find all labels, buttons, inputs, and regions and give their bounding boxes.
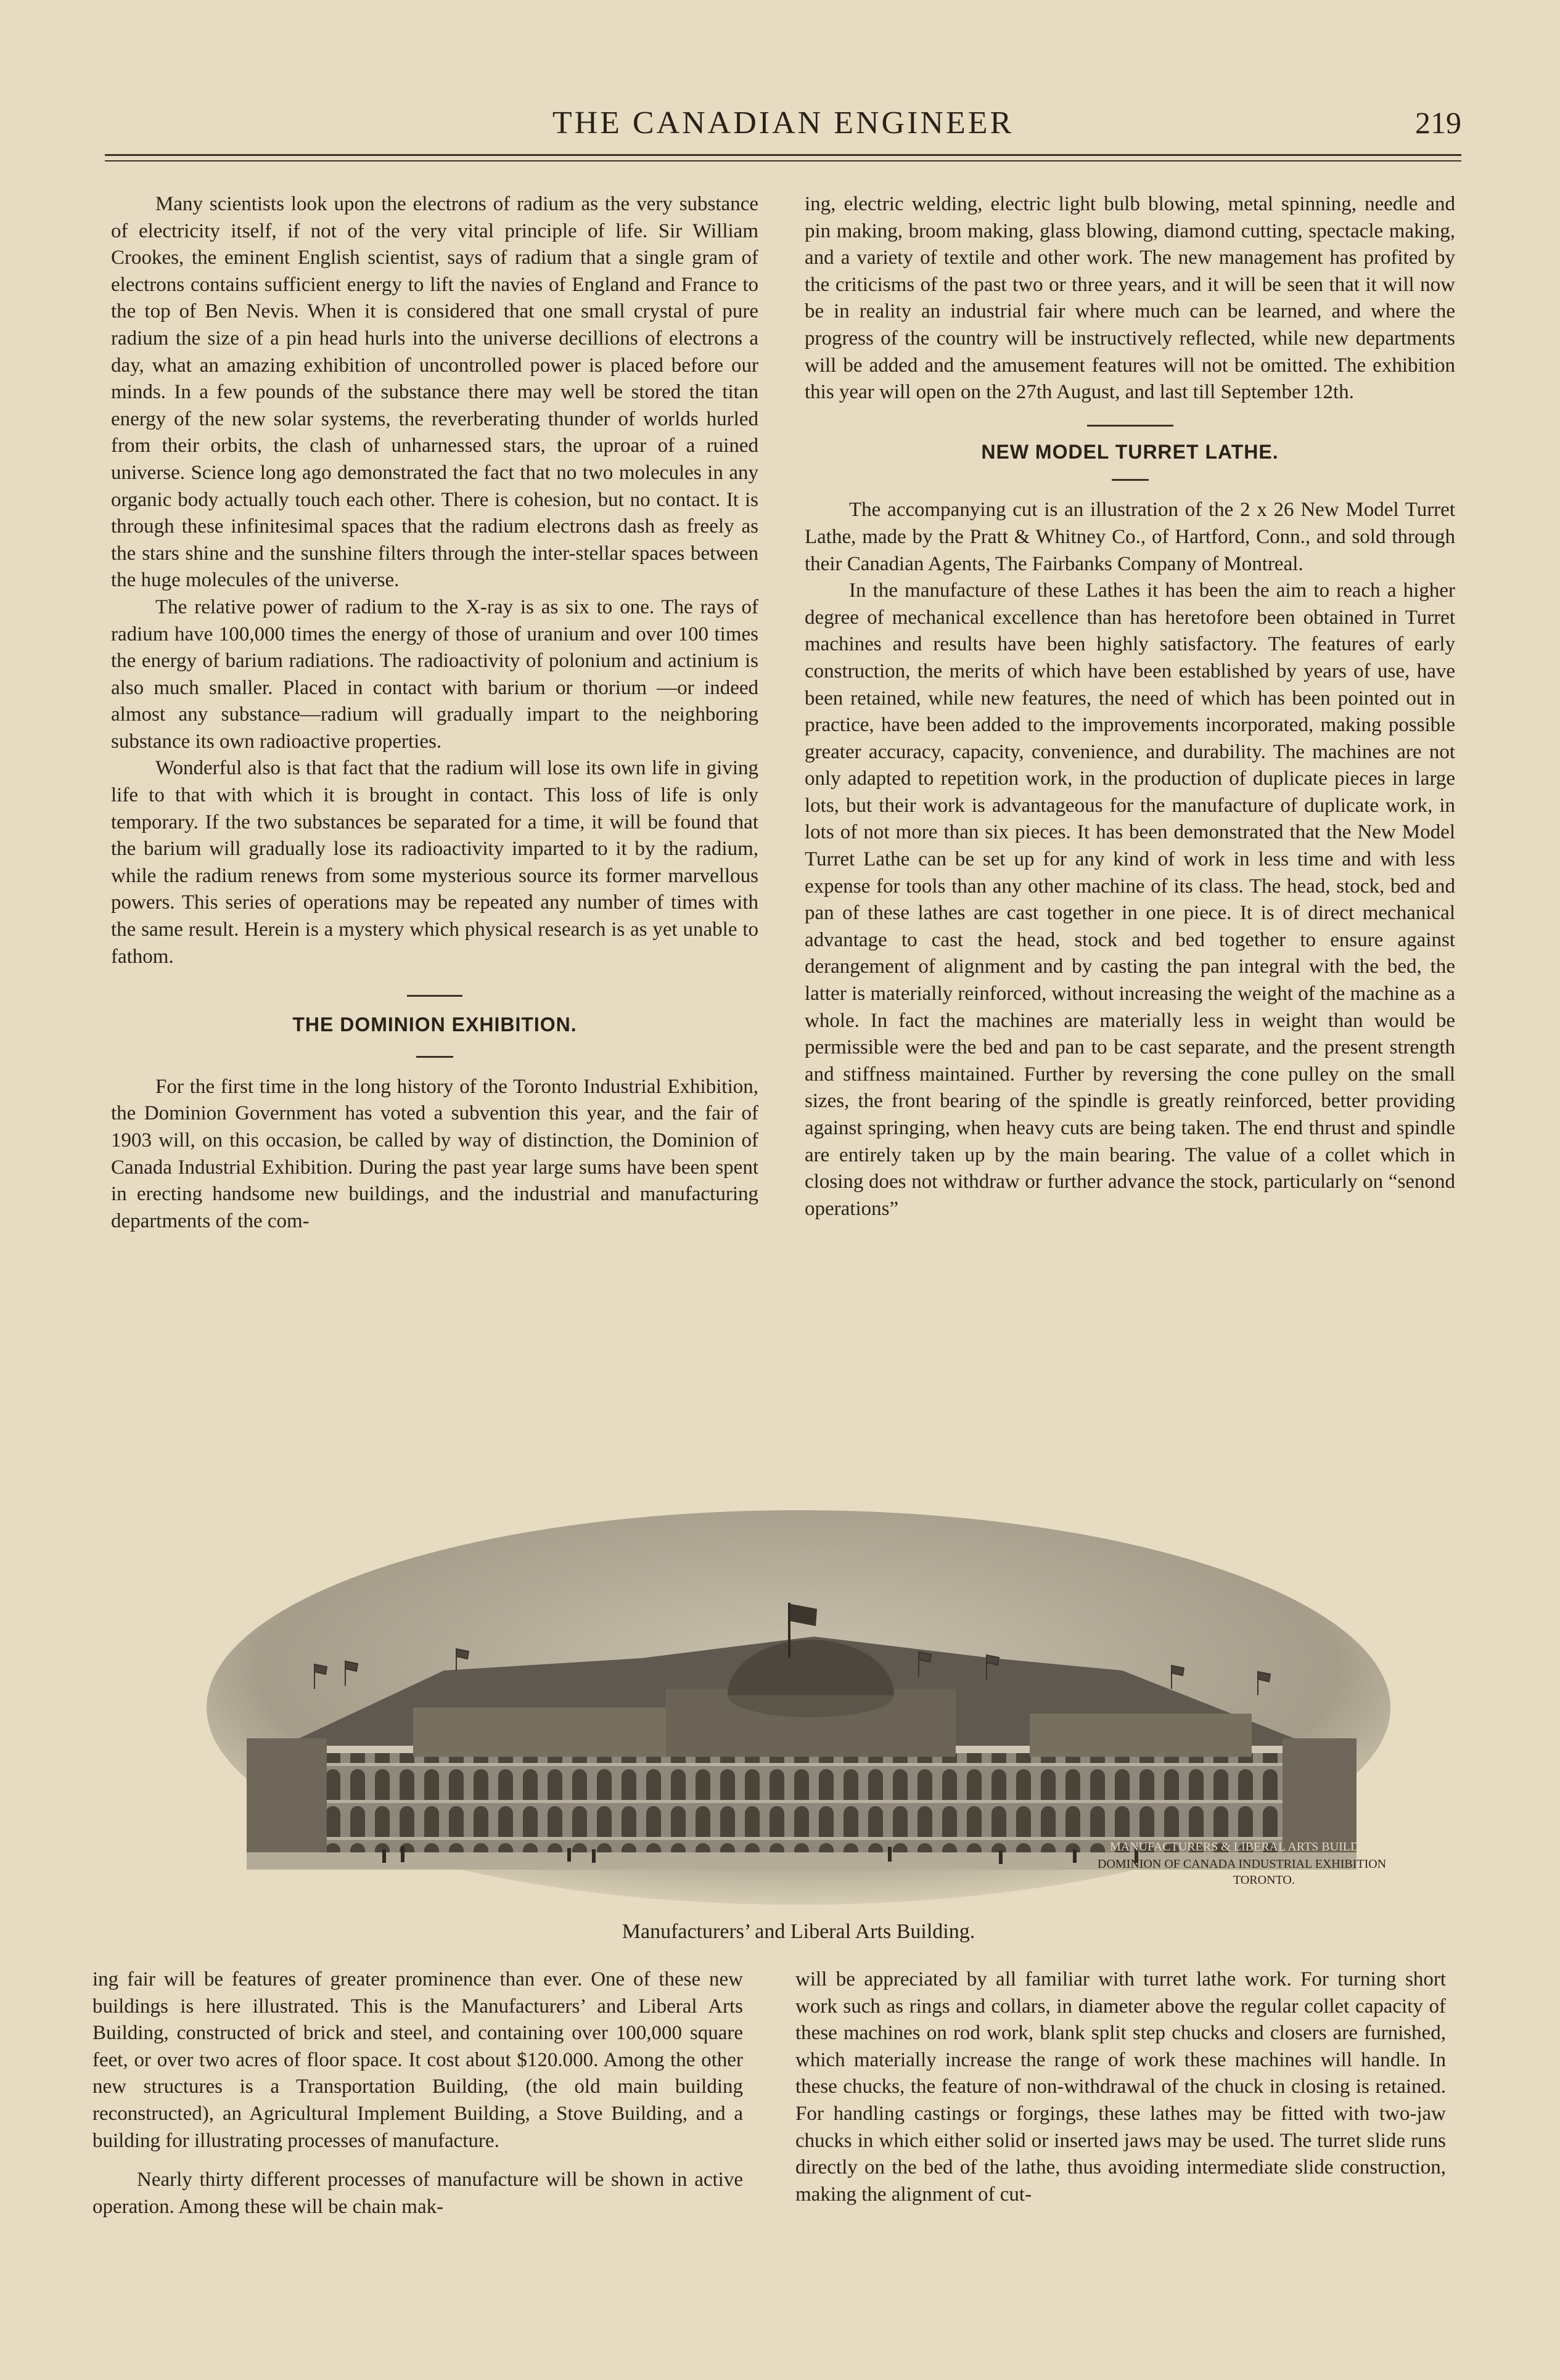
paragraph: Many scientists look upon the electrons of radium as the very substance of electricity itself, if not of the very vital principle of life. Sir William Crookes, the eminent English scientist, says of radium that a single gram of electrons contains sufficient energy to lift the navies of England and France to the top of Ben Nevis. When it is considered that one small crystal of pure radium the size of a pin head hurls into the universe decillions of electrons a day, what an amazing exhibition of uncontrolled power is placed before our minds. In a few pounds of the substance there may well be stored the titan energy of the new solar systems, the reverberating thunder of worlds hurled from their orbits, the clash of unharnessed stars, the uproar of a ruined universe. Science long ago demonstrated the fact that no two molecules in any organic body actually touch each other. There is cohesion, but no contact. It is through these infinitesimal spaces that the radium electrons dash as freely as the stars shine and the sunshine filters through the inter-stellar spaces between the huge molecules of the universe. bbox=[111, 193, 758, 592]
section-heading: THE DOMINION EXHIBITION. bbox=[292, 1013, 577, 1036]
building-engraving bbox=[197, 1504, 1400, 1911]
header-rule-bottom bbox=[105, 160, 1461, 162]
paragraph: ing fair will be features of greater prominence than ever. One of these new buildings is here illustrated. This is the Manufacturers’ and Liberal Arts Building, constructed of brick and steel, and containing over 100,000 square feet, or over two acres of floor space. It cost about $120.000. Among the other new structures is a Transportation Building, (the old main building reconstructed), an Agricultural Implement Building, a Stove Building, and a building for illustrating processes of manufacture. bbox=[92, 1968, 743, 2152]
plate-caption-line-3: TORONTO. bbox=[1233, 1873, 1295, 1887]
plate-caption-line-2: DOMINION OF CANADA INDUSTRIAL EXHIBITION bbox=[1098, 1857, 1387, 1871]
header-rule-top bbox=[105, 154, 1461, 156]
plate-caption-line-1: MANUFACTURERS & LIBERAL ARTS BUILDING bbox=[1110, 1840, 1381, 1854]
journal-title: THE CANADIAN ENGINEER bbox=[552, 105, 1014, 141]
right-column-bottom bbox=[795, 1966, 1446, 2208]
paragraph: ing, electric welding, electric light bulb blowing, metal spinning, needle and pin making, broom making, glass blowing, diamond cutting, spectacle making, and a variety of textile and other work. The new management has profited by the criticisms of the past two or three years, and it will be seen that it will now be in reality an industrial fair where much can be learned, and where the progress of the country will be instructively reflected, while new departments will be added and the amusement features will not be omitted. The exhibition this year will open on the 27th August, and last till September 12th. bbox=[805, 193, 1455, 404]
figure-caption: Manufacturers’ and Liberal Arts Building. bbox=[622, 1920, 975, 1943]
building-illustration bbox=[197, 1504, 1400, 1911]
paragraph: For the first time in the long history of the Toronto Industrial Exhibition, the Dominion Government has voted a subvention this year, and the fair of 1903 will, on this occasion, be called by way of distinction, the Dominion of Canada Industrial Exhibition. During the past year large sums have been spent in erecting handsome new buildings, and the industrial and manufacturing departments of the com- bbox=[111, 1075, 758, 1232]
page-number: 219 bbox=[1415, 105, 1461, 140]
paragraph: The relative power of radium to the X-ray is as six to one. The rays of radium have 100,000 times the energy of those of uranium and over 100 times the energy of barium radiations. The radioactivity of polonium and actinium is also much smaller. Placed in contact with barium or thorium —or indeed almost any substance—radium will gradually impart to the neighboring substance its own radioactive properties. bbox=[111, 595, 758, 753]
paragraph: Wonderful also is that fact that the radium will lose its own life in giving life to that with which it is brought in contact. This loss of life is only temporary. If the two substances be separated for a time, it will be found that the barium will gradually lose its radioactivity imparted to it by the radium, while the radium renews from some mysterious source its former marvellous powers. This series of operations may be repeated any number of times with the same result. Herein is a mystery which physical research is as yet unable to fathom. bbox=[111, 757, 758, 968]
paragraph: In the manufacture of these Lathes it has been the aim to reach a higher degree of mechanical excellence than has heretofore been obtained in Turret machines and results have been highly satisfactory. The features of early construction, the merits of which have been established by years of use, have been retained, while new features, the need of which has been pointed out in practice, have been added to the improvements incorporated, making possible greater accuracy, capacity, convenience, and durability. The machines are not only adapted to repetition work, in the production of duplicate pieces in large lots, but their work is advantageous for the manufacture of duplicate work, in lots of not more than six pieces. It has been demonstrated that the New Model Turret Lathe can be set up for any kind of work in less time and with less expense for tools than any other machine of its class. The head, stock, bed and pan of these lathes are cast together in one piece. It is of direct mechanical advantage to cast the head, stock and bed together to ensure against derangement of alignment and by casting the pan integral with the bed, the latter is materially reinforced, without increasing the weight of the machine as a whole. In fact the machines are materially less in weight than would be permissible were the bed and pan to be cast separate, and the present strength and stiffness maintained. Further by reversing the cone pulley on the small sizes, the front bearing of the spindle is greatly reinforced, better providing against springing, when heavy cuts are being taken. The end thrust and spindle are entirely taken up by the main bearing. The value of a collet which in closing does not withdraw or further advance the stock, particularly on “senond operations” bbox=[805, 579, 1455, 1220]
paragraph: Nearly thirty different processes of manufacture will be shown in active operation. Among these will be chain mak- bbox=[92, 2169, 743, 2218]
section-heading: NEW MODEL TURRET LATHE. bbox=[981, 440, 1279, 463]
page-header bbox=[105, 105, 1461, 148]
paragraph: The accompanying cut is an illustration of the 2 x 26 New Model Turret Lathe, made by the Pratt & Whitney Co., of Hartford, Conn., and sold through their Canadian Agents, The Fairbanks Company of Montreal. bbox=[805, 499, 1455, 575]
left-column-top bbox=[111, 191, 758, 1235]
paragraph: will be appreciated by all familiar with turret lathe work. For turning short work such as rings and collars, in diameter above the regular collet capacity of these machines on rod work, blank split step chucks and closers are furnished, which materially increase the range of work these machines will handle. In these chucks, the feature of non-withdrawal of the chuck in closing is retained. For handling castings or forgings, these lathes may be fitted with two-jaw chucks in which either solid or inserted jaws may be used. The turret slide runs directly on the bed of the lathe, thus avoiding intermediate slide construction, making the alignment of cut- bbox=[795, 1968, 1446, 2206]
right-column-top bbox=[805, 191, 1455, 1222]
left-column-bottom bbox=[92, 1966, 743, 2220]
